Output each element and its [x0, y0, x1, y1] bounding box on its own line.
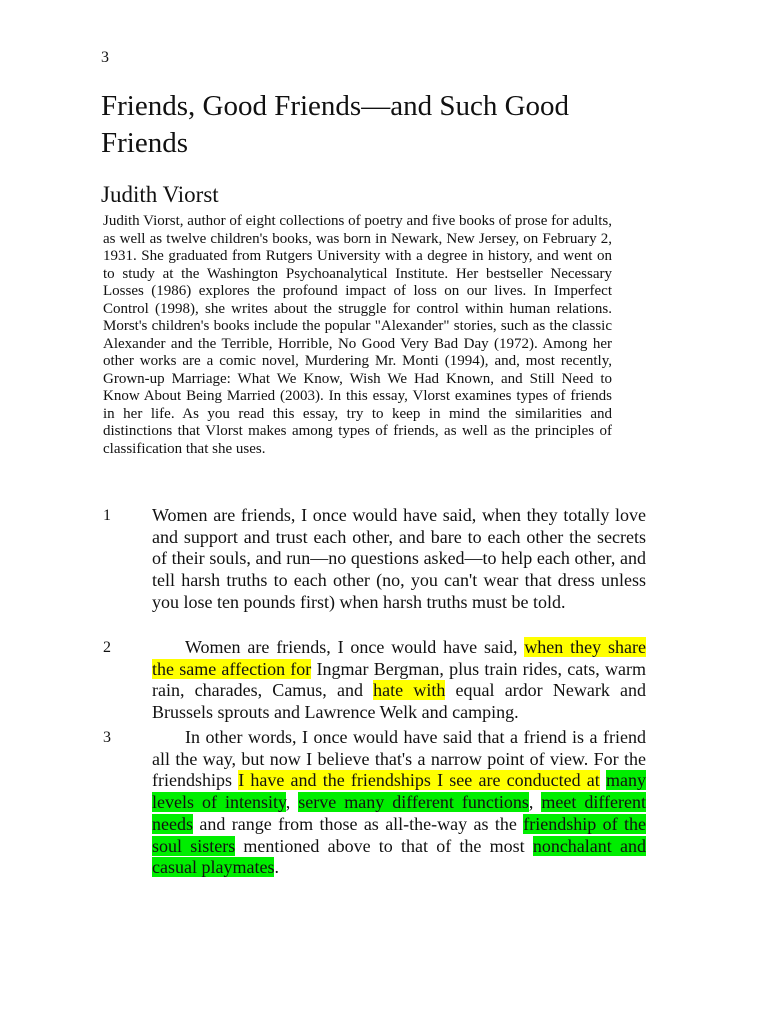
- green-highlight[interactable]: meet different needs: [152, 792, 646, 834]
- text-segment: Women are friends, I once would have said,: [185, 637, 525, 657]
- paragraph-number: 2: [103, 639, 111, 656]
- paragraph-text: [152, 637, 646, 724]
- text-segment: ,: [285, 792, 299, 813]
- page-number: 3: [101, 49, 109, 66]
- text-segment: ,: [528, 792, 542, 813]
- text-segment: mentioned above to that of the most: [235, 835, 533, 856]
- yellow-highlight[interactable]: hate with: [373, 680, 446, 701]
- paragraph-number: 1: [103, 507, 111, 524]
- text-segment: equal ardor Newark and Brussels sprouts and Lawrence Welk and camping.: [152, 680, 646, 723]
- green-highlight[interactable]: nonchalant and casual playmates: [152, 835, 646, 878]
- text-segment: In other words, I once would have said that a friend is a friend all the way, but now I believe that's a narrow point of view. For the friendships: [152, 727, 646, 791]
- yellow-highlight[interactable]: when they share the same affection for: [152, 637, 646, 679]
- paragraph-number: 3: [103, 729, 111, 746]
- essay-title: Friends, Good Friends—and Such Good Friends: [101, 90, 570, 159]
- text-segment: .: [274, 857, 279, 878]
- yellow-highlight[interactable]: I have and the friendships I see are conducted at: [238, 770, 600, 791]
- text-segment: Ingmar Bergman, plus train rides, cats, warm rain, charades, Camus, and: [152, 658, 646, 701]
- text-segment: and range from those as all-the-way as the: [192, 813, 524, 834]
- author-bio: Judith Viorst, author of eight collections of poetry and five books of prose for adults, as well as twelve children's books, was born in Newark, New Jersey, on February 2, 1931. She graduated from Rutgers University with a degree in history, and went on to study at the Washington Psychoanalytical Institute. Her bestseller Necessary Losses (1986) explores the profound impact of loss on our lives. In Imperfect Control (1998), she writes about the struggle for control within human relations. Morst's children's books include the popular "Alexander" stories, such as the classic Alexander and the Terrible, Horrible, No Good Very Bad Day (1972). Among her other works are a comic novel, Murdering Mr. Monti (1994), and, most recently, Grown-up Marriage: What We Know, Wish We Had Known, and Still Need to Know About Being Married (2003). In this essay, Vlorst examines types of friends in her life. As you read this essay, try to keep in mind the similarities and distinctions that Vlorst makes among types of friends, as well as the principles of classification that she uses.: [103, 213, 612, 457]
- paragraph-text: Women are friends, I once would have said, when they totally love and support and trust each other, and bare to each other the secrets of their souls, and run—no questions asked—to help each other, and tell harsh truths to each other (no, you can't wear that dress unless you lose ten pounds first) when harsh truths must be told.: [152, 505, 646, 612]
- author-name: Judith Viorst: [101, 182, 219, 207]
- paragraph-text: [152, 727, 646, 879]
- green-highlight[interactable]: many levels of intensity: [152, 770, 646, 813]
- green-highlight[interactable]: friendship of the soul sisters: [152, 813, 647, 856]
- green-highlight[interactable]: serve many different functions: [298, 792, 529, 813]
